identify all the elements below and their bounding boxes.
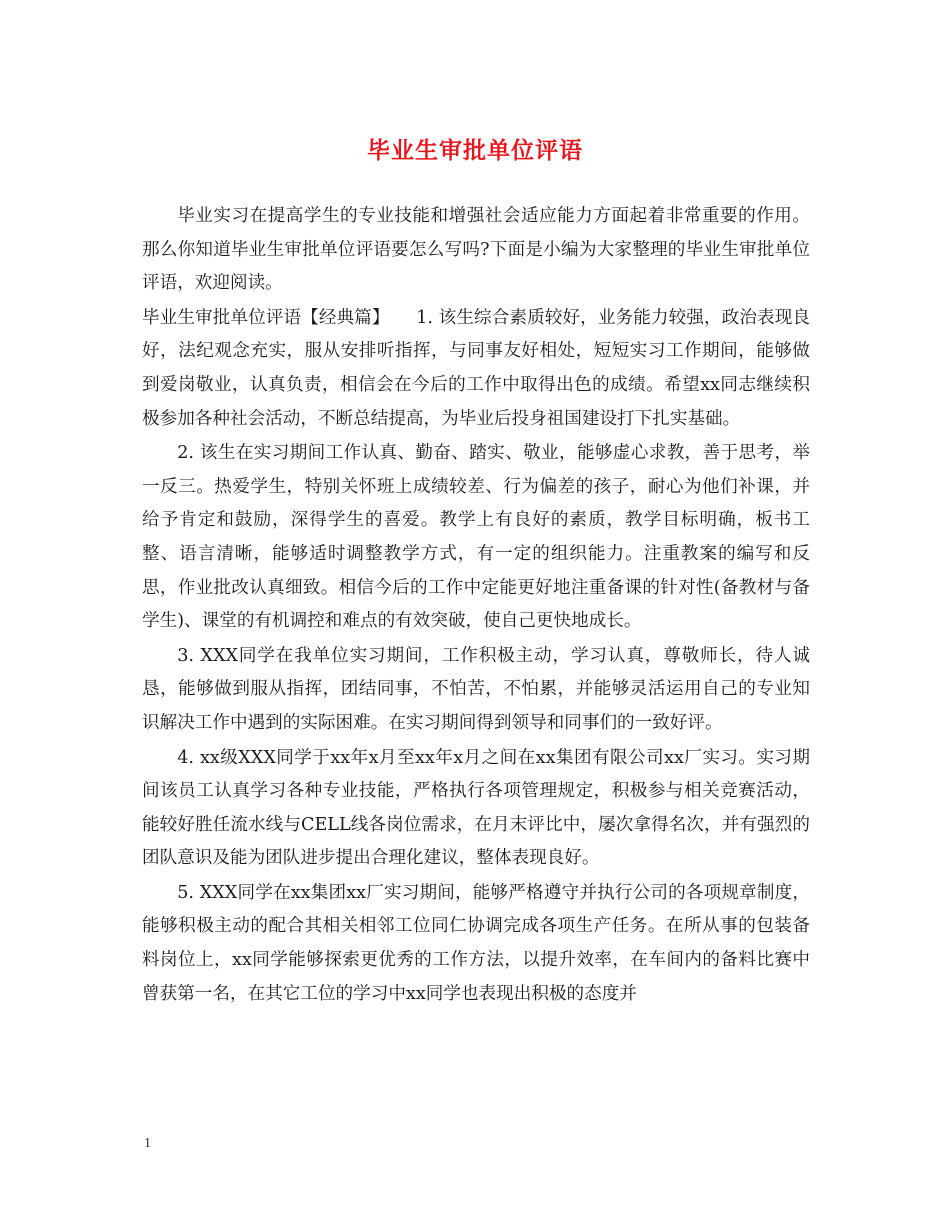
intro-paragraph: 毕业实习在提高学生的专业技能和增强社会适应能力方面起着非常重要的作用。那么你知道毕业生审批单位评语要怎么写吗?下面是小编为大家整理的毕业生审批单位评语，欢迎阅读。	[142, 206, 810, 294]
page-number: 1	[144, 1136, 151, 1151]
comment-paragraph-3: 3. XXX同学在我单位实习期间，工作积极主动，学习认真，尊敬师长，待人诚恳，能够做到服从指挥，团结同事，不怕苦，不怕累，并能够灵活运用自己的专业知识解决工作中遇到的实际困难。在实习期间得到领导和同事们的一致好评。	[142, 645, 810, 733]
comment-paragraph-5: 5. XXX同学在xx集团xx厂实习期间，能够严格遵守并执行公司的各项规章制度，能够积极主动的配合其相关相邻工位同仁协调完成各项生产任务。在所从事的包装备料岗位上，xx同学能够探索更优秀的工作方法，以提升效率，在车间内的备料比赛中曾获第一名，在其它工位的学习中xx同学也表现出积极的态度并	[142, 882, 810, 1004]
comment-paragraph-4: 4. xx级XXX同学于xx年x月至xx年x月之间在xx集团有限公司xx厂实习。实习期间该员工认真学习各种专业技能，严格执行各项管理规定，积极参与相关竞赛活动，能较好胜任流水线与CELL线各岗位需求，在月末评比中，屡次拿得名次，并有强烈的团队意识及能为团队进步提出合理化建议，整体表现良好。	[142, 747, 810, 869]
comment-paragraph-2: 2. 该生在实习期间工作认真、勤奋、踏实、敬业，能够虚心求教，善于思考，举一反三。热爱学生，特别关怀班上成绩较差、行为偏差的孩子，耐心为他们补课，并给予肯定和鼓励，深得学生的喜爱。教学上有良好的素质，教学目标明确，板书工整、语言清晰，能够适时调整教学方式，有一定的组织能力。注重教案的编写和反思，作业批改认真细致。相信今后的工作中定能更好地注重备课的针对性(备教材与备学生)、课堂的有机调控和难点的有效突破，使自己更快地成长。	[142, 443, 810, 632]
comment-paragraph-1: 毕业生审批单位评语【经典篇】 1. 该生综合素质较好，业务能力较强，政治表现良好，法纪观念充实，服从安排听指挥，与同事友好相处，短短实习工作期间，能够做到爱岗敬业，认真负责，相信会在今后的工作中取得出色的成绩。希望xx同志继续积极参加各种社会活动，不断总结提高，为毕业后投身祖国建设打下扎实基础。	[142, 307, 810, 429]
document-title: 毕业生审批单位评语	[367, 138, 583, 164]
document-body	[142, 200, 810, 1011]
